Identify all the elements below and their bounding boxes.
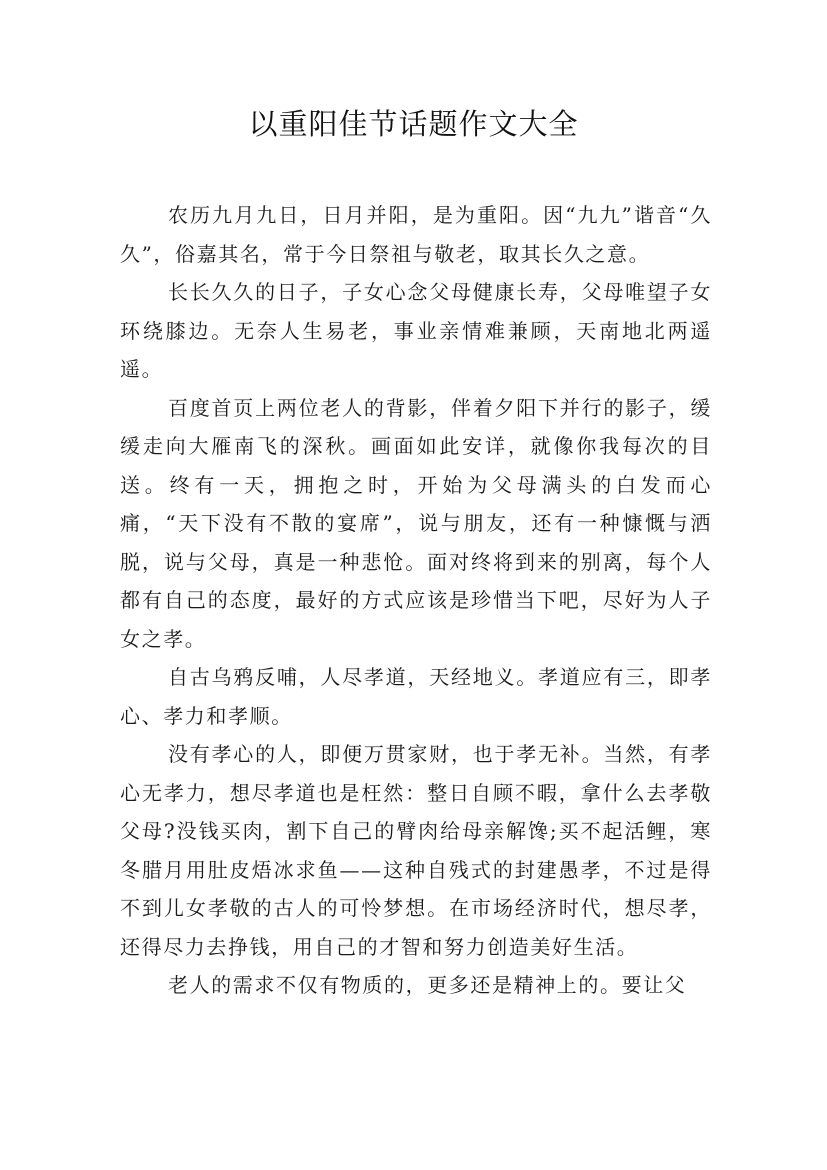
paragraph-1: 农历九月九日，日月并阳，是为重阳。因“九九”谐音“久久”，俗嘉其名，常于今日祭祖与敬老，取其长久之意。	[120, 203, 712, 266]
paragraph-5: 没有孝心的人，即便万贯家财，也于孝无补。当然，有孝心无孝力，想尽孝道也是枉然：整日自顾不暇，拿什么去孝敬父母?没钱买肉，割下自己的臂肉给母亲解馋;买不起活鲤，寒冬腊月用肚皮焐冰求鱼——这种自残式的封建愚孝，不过是得不到儿女孝敬的古人的可怜梦想。在市场经济时代，想尽孝，还得尽力去挣钱，用自己的才智和努力创造美好生活。	[120, 742, 712, 959]
paragraph-6: 老人的需求不仅有物质的，更多还是精神上的。要让父	[168, 973, 687, 997]
paragraph-4: 自古乌鸦反哺，人尽孝道，天经地义。孝道应有三，即孝心、孝力和孝顺。	[120, 665, 712, 728]
article-body	[120, 196, 712, 1005]
paragraph-3: 百度首页上两位老人的背影，伴着夕阳下并行的影子，缓缓走向大雁南飞的深秋。画面如此安详，就像你我每次的目送。终有一天，拥抱之时，开始为父母满头的白发而心痛，“天下没有不散的宴席”，说与朋友，还有一种慷慨与洒脱，说与父母，真是一种悲怆。面对终将到来的别离，每个人都有自己的态度，最好的方式应该是珍惜当下吧，尽好为人子女之孝。	[120, 395, 712, 651]
paragraph-2: 长长久久的日子，子女心念父母健康长寿，父母唯望子女环绕膝边。无奈人生易老，事业亲情难兼顾，天南地北两遥遥。	[120, 280, 712, 381]
page-title: 以重阳佳节话题作文大全	[248, 107, 579, 141]
